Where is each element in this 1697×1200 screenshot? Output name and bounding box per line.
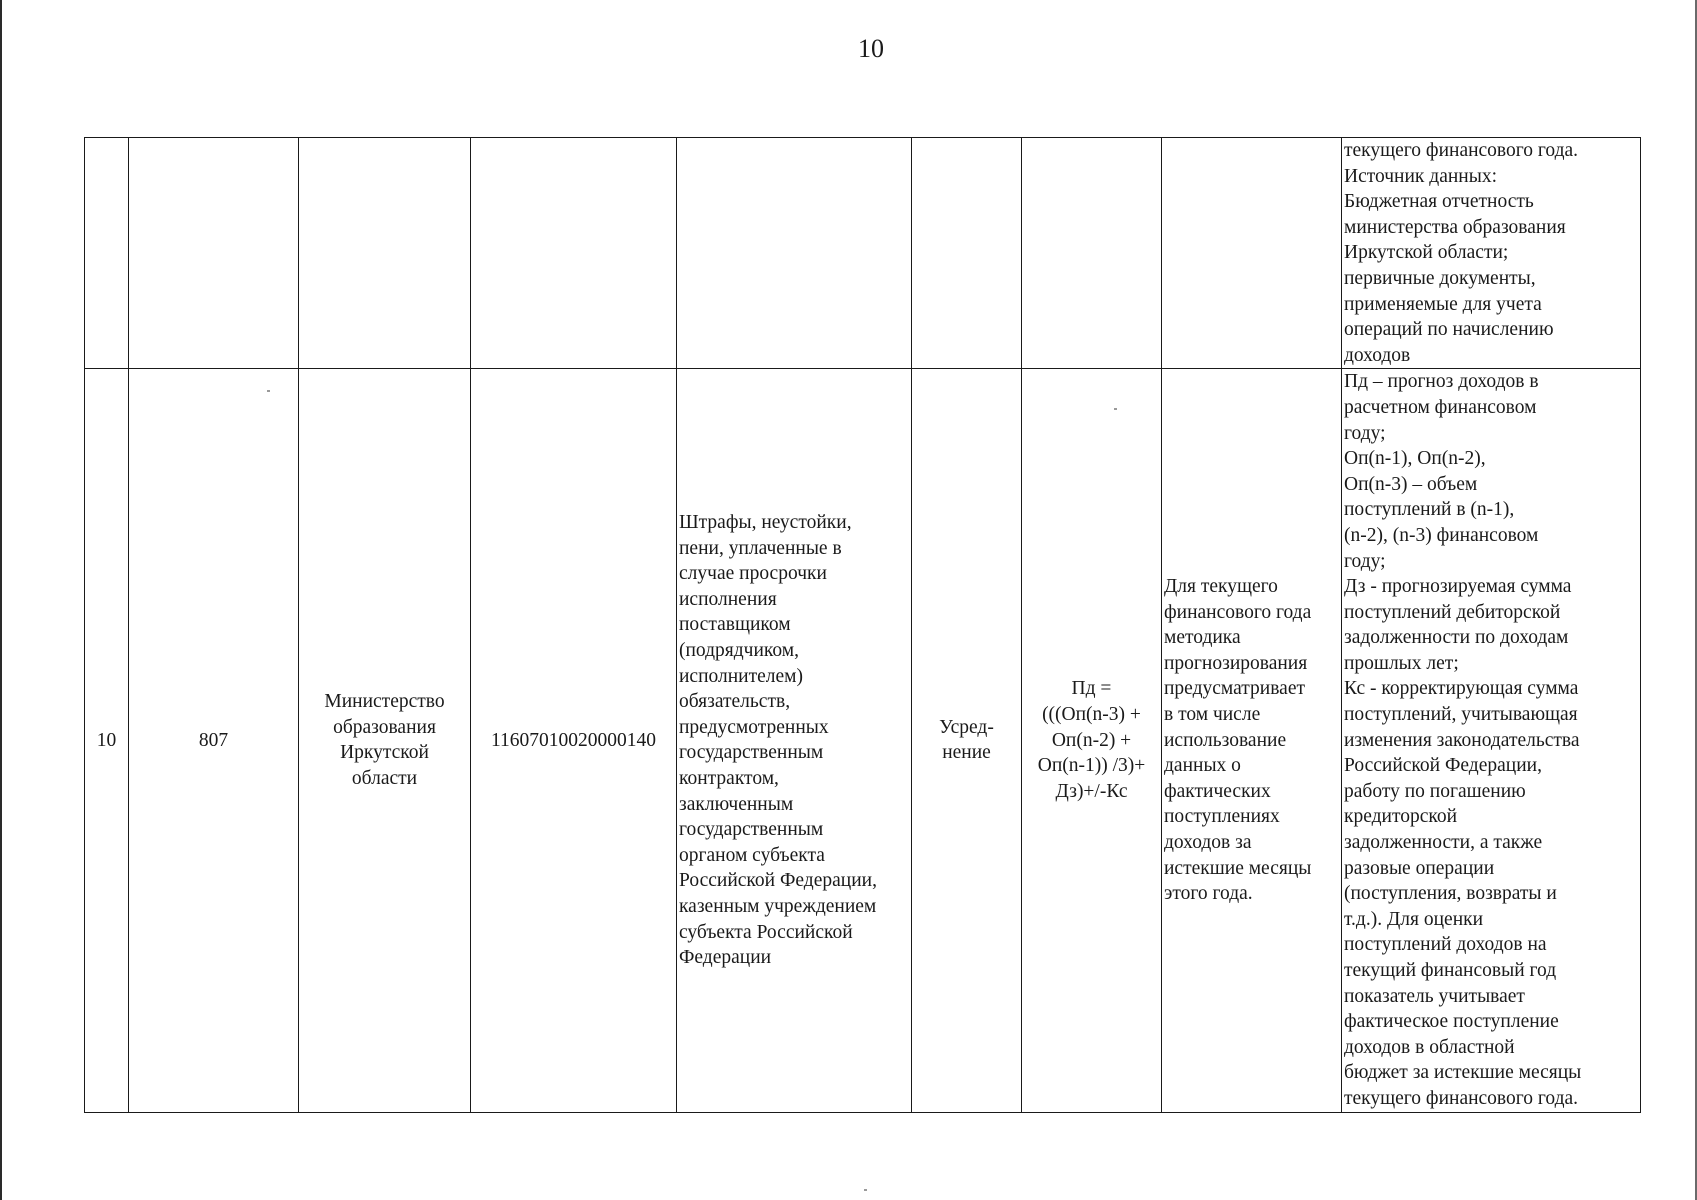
cell-description-continuation: текущего финансового года. Источник данных: Бюджетная отчетность министерства образования Иркутской области; первичные документы, применяемые для учета операций по начислению доходов: [1342, 138, 1641, 369]
cell-administrator-empty: [299, 138, 471, 369]
cell-administrator: Министерство образования Иркутской области: [299, 369, 471, 1112]
cell-admin-code: 807: [129, 369, 299, 1112]
cell-algorithm-empty: [1162, 138, 1342, 369]
page-number: 10: [858, 34, 884, 63]
cell-number-empty: [85, 138, 129, 369]
page-left-edge: [0, 0, 2, 1200]
cell-row-number: 10: [85, 369, 129, 1112]
cell-kbk-empty: [471, 138, 677, 369]
cell-admin-code-empty: [129, 138, 299, 369]
cell-revenue-name-empty: [677, 138, 912, 369]
cell-method-empty: [912, 138, 1022, 369]
revenue-forecast-table: [84, 137, 1641, 1113]
scan-speck: [1114, 408, 1117, 410]
cell-description: Пд – прогноз доходов в расчетном финансовом году; Оп(n-1), Оп(n-2), Оп(n-3) – объем поступлений в (n-1), (n-2), (n-3) финансовом году; Дз - прогнозируемая сумма поступлений дебиторской задолженности по доходам прошлых лет; Кс - корректирующая сумма поступлений, учитывающая изменения законодательства Российской Федерации, работу по погашению кредиторской задолженности, а также разовые операции (поступления, возвраты и т.д.). Для оценки поступлений доходов на текущий финансовый год показатель учитывает фактическое поступление доходов в областной бюджет за истекшие месяцы текущего финансового года.: [1342, 369, 1641, 1112]
cell-algorithm: Для текущего финансового года методика прогнозирования предусматривает в том числе использование данных о фактических поступлениях доходов за истекшие месяцы этого года.: [1162, 369, 1342, 1112]
cell-revenue-name: Штрафы, неустойки, пени, уплаченные в случае просрочки исполнения поставщиком (подрядчиком, исполнителем) обязательств, предусмотренных государственным контрактом, заключенным государственным органом субъекта Российской Федерации, казенным учреждением субъекта Российской Федерации: [677, 369, 912, 1112]
cell-method: Усред- нение: [912, 369, 1022, 1112]
cell-kbk-code: 11607010020000140: [471, 369, 677, 1112]
cell-formula: Пд = (((Оп(n-3) + Оп(n-2) + Оп(n-1)) /3)+ Дз)+/-Кс: [1022, 369, 1162, 1112]
scan-speck: [267, 390, 270, 392]
scan-speck: [864, 1189, 867, 1191]
table-row-continuation: [85, 138, 1641, 369]
cell-formula-empty: [1022, 138, 1162, 369]
table-row-10: [85, 369, 1641, 1112]
